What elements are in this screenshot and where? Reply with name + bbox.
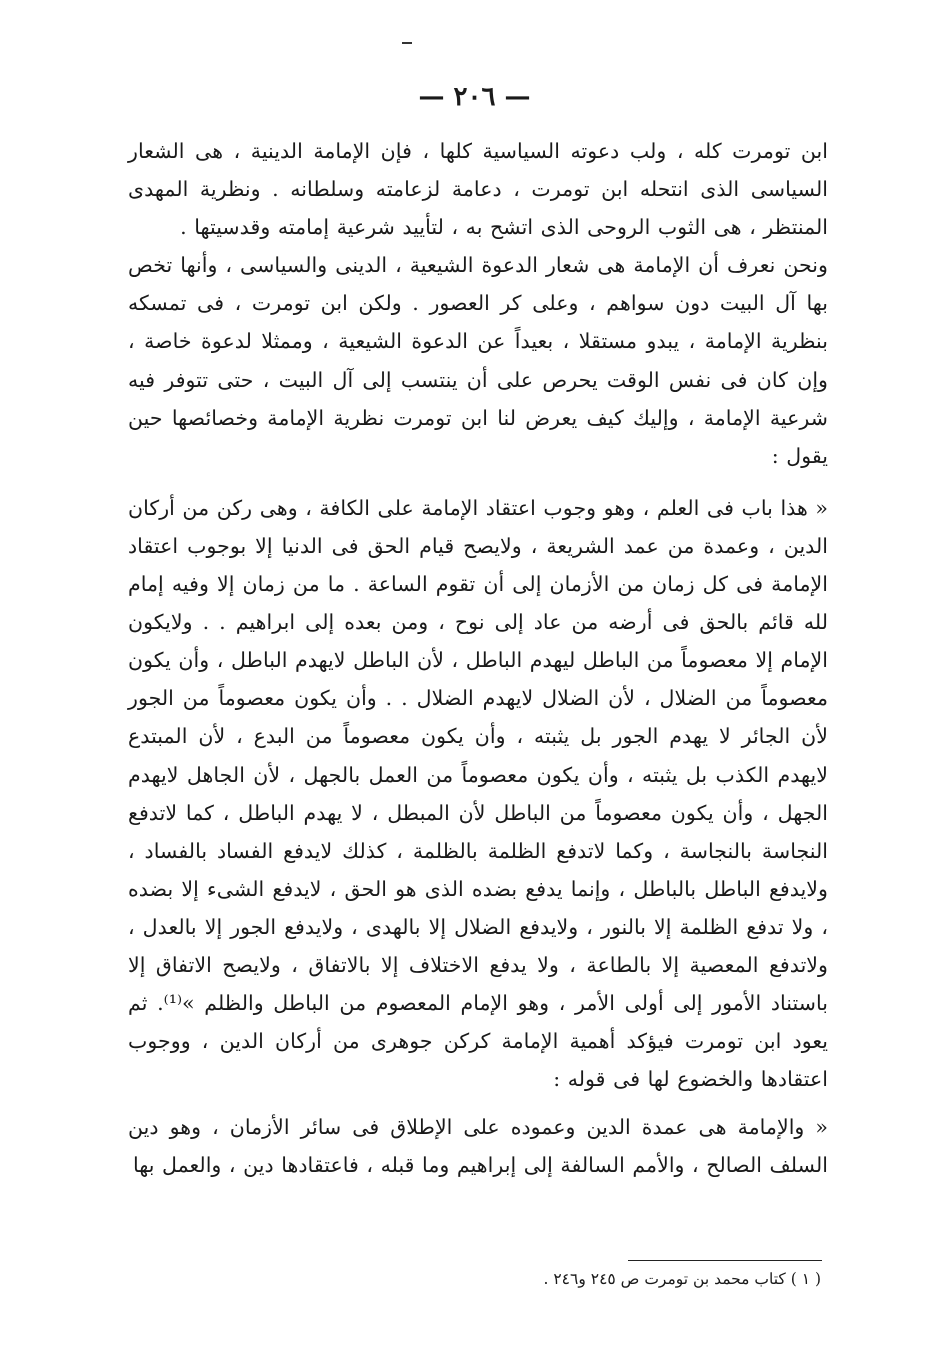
- paragraph-1: ابن تومرت كله ، ولب دعوته السياسية كلها ، فإن الإمامة الدينية ، هى الشعار السياسى الذى انتحله ابن تومرت ، دعامة لزعامته وسلطانه . ونظرية المهدى المنتظر ، هى الثوب الروحى الذى اتشح به ، لتأييد شرعية إمامته وقدسيتها .: [128, 139, 828, 240]
- top-mark: [402, 42, 412, 44]
- paragraph-3-quotation: « هذا باب فى العلم ، وهو وجوب اعتقاد الإمامة على الكافة ، وهى ركن من أركان الدين ، وعمدة من عمد الشريعة ، ولايصح قيام الحق فى الدنيا إلا بوجوب اعتقاد الإمامة فى كل زمان من الأزمان إلى أن تقوم الساعة . ما من زمان إلا وفيه إمام لله قائم بالحق فى أرضه من عاد إلى نوح ، ومن بعده إلى ابراهيم . . ولايكون الإمام إلا معصوماً من الباطل ليهدم الباطل ، لأن الباطل لايهدم الباطل ، وأن يكون معصوماً من الضلال ، لأن الضلال لايهدم الضلال . . وأن يكون معصوماً من الجور لأن الجائر لا يهدم الجور بل يثبته ، وأن يكون معصوماً من البدع ، لأن المبتدع لايهدم الكذب بل يثبته ، وأن يكون معصوماً من العمل بالجهل ، لأن الجاهل لايهدم الجهل ، وأن يكون معصوماً من الباطل لأن المبطل ، لا يهدم الباطل ، كما لاتدفع النجاسة بالنجاسة ، وكما لاتدفع الظلمة بالظلمة ، كذلك لايدفع الفساد بالفساد ، ولايدفع الباطل بالباطل ، وإنما يدفع بضده الذى هو الحق ، لايدفع الشىء إلا بضده ، ولا تدفع الظلمة إلا بالنور ، ولايدفع الضلال إلا بالهدى ، ولايدفع الجور إلا بالعدل ، ولاتدفع المعصية إلا بالطاعة ، ولا يدفع الاختلاف إلا بالاتفاق ، ولايصح الاتفاق إلا باستناد الأمور إلى أولى الأمر ، وهو الإمام المعصوم من الباطل والظلم »⁽¹⁾. ثم يعود ابن تومرت فيؤكد أهمية الإمامة كركن جوهرى من أركان الدين ، ووجوب اعتقادها والخضوع لها فى قوله :: [128, 495, 828, 1092]
- footnote-separator: [628, 1260, 822, 1261]
- body-text: [128, 132, 828, 1185]
- page-number: — ٢٠٦ —: [418, 82, 531, 112]
- footnote: ( ١ ) كتاب محمد بن تومرت ص ٢٤٥ و٢٤٦ .: [543, 1270, 821, 1288]
- paragraph-4-quotation: « والإمامة هى عمدة الدين وعموده على الإطلاق فى سائر الأزمان ، وهو دين السلف الصالح ، والأمم السالفة إلى إبراهيم وما قبله ، فاعتقادها دين ، والعمل بها: [128, 1115, 828, 1178]
- paragraph-2: ونحن نعرف أن الإمامة هى شعار الدعوة الشيعية ، الدينى والسياسى ، وأنها تخص بها آل البيت دون سواهم ، وعلى كر العصور . ولكن ابن تومرت ، فى تمسكه بنظرية الإمامة ، يبدو مستقلا ، بعيداً عن الدعوة الشيعية ، وممثلا لدعوة خاصة ، وإن كان فى نفس الوقت يحرص على أن ينتسب إلى آل البيت ، حتى تتوفر فيه شرعية الإمامة ، وإليك كيف يعرض لنا ابن تومرت نظرية الإمامة وخصائصها حين يقول :: [128, 253, 828, 468]
